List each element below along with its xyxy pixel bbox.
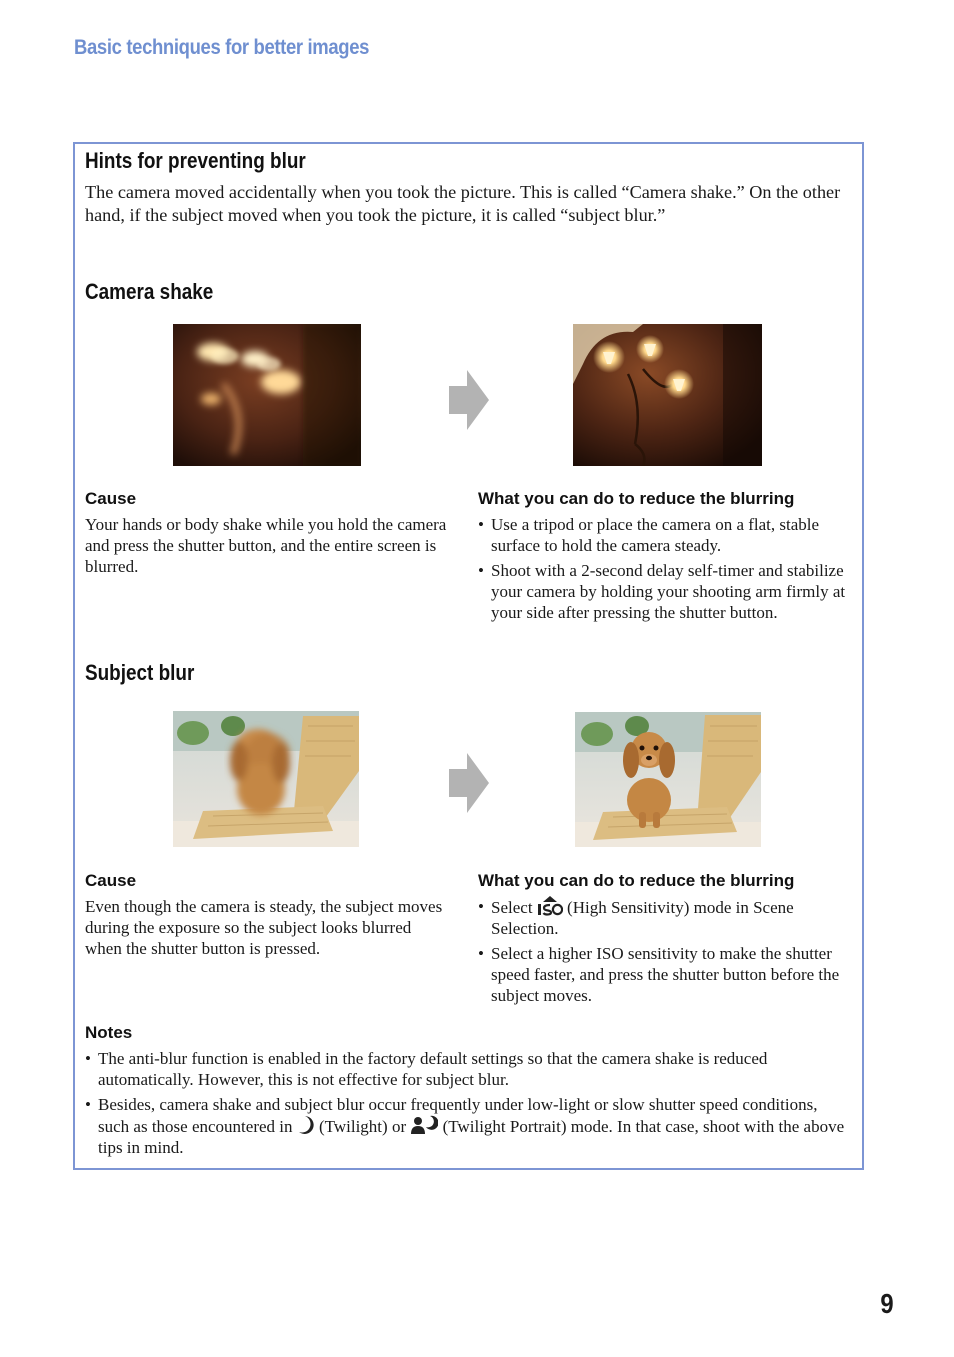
note-text: Besides, camera shake and subject blur occur frequently under low-light or slow shutter speed conditions, such as those encountered in: [98, 1095, 818, 1136]
subject-blur-fix-list: [478, 896, 853, 1010]
arrow-right-icon: [447, 753, 491, 813]
note-text: (Twilight Portrait) mode. In that case, shoot with the above tips in mind.: [98, 1117, 845, 1157]
fix-text: (High Sensitivity) mode in Scene Selection.: [491, 898, 794, 938]
subject-blur-heading: Subject blur: [85, 660, 195, 685]
list-item: • The anti-blur function is enabled in the factory default settings so that the camera shake is reduced automatically. However, this is not effective for subject blur.: [85, 1048, 850, 1090]
list-item: • Shoot with a 2-second delay self-timer and stabilize your camera by holding your shooting arm firmly at your side after pressing the shutter button.: [478, 560, 853, 623]
section-header: Basic techniques for better images: [74, 36, 370, 59]
note-text: (Twilight) or: [319, 1117, 407, 1136]
list-item: [478, 896, 853, 939]
page-number: 9: [880, 1288, 894, 1319]
subject-blur-cause-heading: Cause: [85, 871, 137, 890]
intro-text: The camera moved accidentally when you took the picture. This is called “Camera shake.” On the other hand, if the subject moved when you took the picture, it is called “subject blur.”: [85, 182, 841, 225]
notes-list: [85, 1048, 850, 1162]
notes-heading: Notes: [85, 1023, 133, 1042]
subject-blur-blurred-photo: [173, 711, 359, 847]
subject-blur-sharp-photo: [575, 712, 761, 847]
camera-shake-heading: Camera shake: [85, 279, 214, 304]
twilight-portrait-icon: [410, 1115, 438, 1135]
arrow-right-icon: [447, 370, 491, 430]
camera-shake-sharp-photo: [573, 324, 762, 466]
camera-shake-cause-heading: Cause: [85, 489, 137, 508]
fix-text: Select: [491, 898, 533, 917]
list-item: • Use a tripod or place the camera on a flat, stable surface to hold the camera steady.: [478, 514, 853, 556]
subject-blur-fix-heading: What you can do to reduce the blurring: [478, 871, 795, 890]
list-item: • Select a higher ISO sensitivity to make the shutter speed faster, and press the shutter button before the subject moves.: [478, 943, 853, 1006]
list-item: [85, 1094, 850, 1158]
subject-blur-cause-text: Even though the camera is steady, the subject moves during the exposure so the subject looks blurred when the shutter button is pressed.: [85, 897, 443, 958]
high-sensitivity-iso-icon: [537, 896, 563, 916]
twilight-moon-icon: [297, 1115, 315, 1135]
camera-shake-cause-text: Your hands or body shake while you hold the camera and press the shutter button, and the entire screen is blurred.: [85, 515, 447, 576]
camera-shake-fix-list: [478, 514, 853, 627]
camera-shake-fix-heading: What you can do to reduce the blurring: [478, 489, 795, 508]
box-title: Hints for preventing blur: [85, 148, 306, 173]
camera-shake-blurred-photo: [173, 324, 361, 466]
